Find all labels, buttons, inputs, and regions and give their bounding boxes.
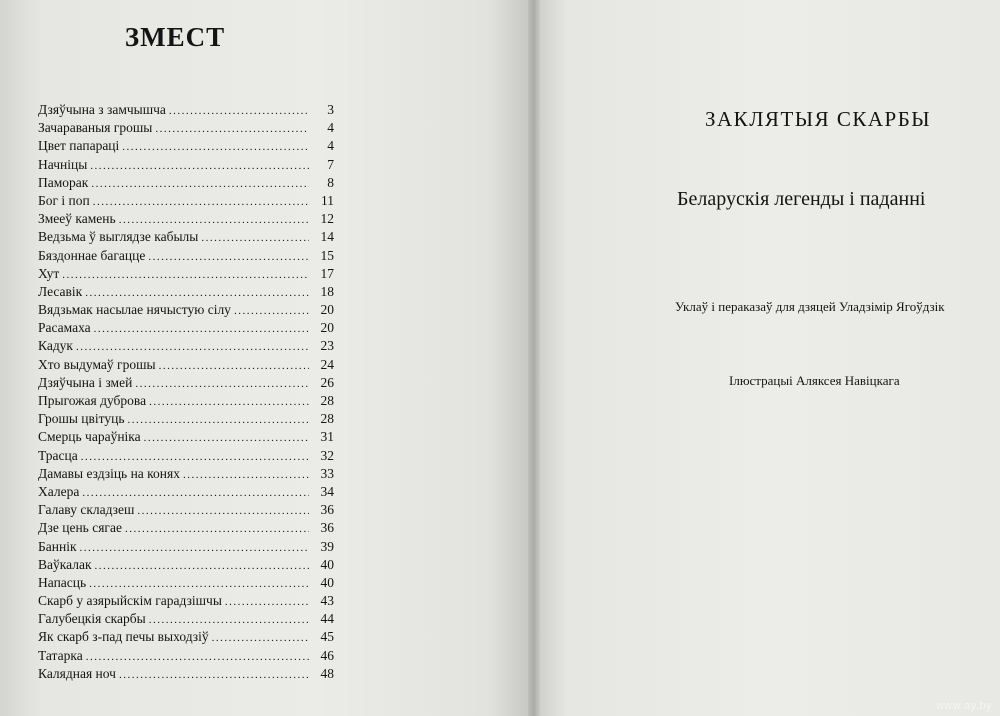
contents-entry-title: Прыгожая дуброва xyxy=(38,393,147,408)
contents-entry xyxy=(38,629,334,647)
watermark: www.ay.by xyxy=(935,700,992,712)
contents-entry-title: Смерць чараўніка xyxy=(38,429,141,445)
dot-leader xyxy=(122,141,309,153)
dot-leader xyxy=(155,123,309,135)
dot-leader xyxy=(234,305,309,317)
contents-entry xyxy=(38,229,334,247)
contents-entry xyxy=(38,102,334,120)
contents-entry xyxy=(38,248,334,266)
contents-entry-page: 11 xyxy=(321,192,334,208)
contents-entry-page: 12 xyxy=(320,211,334,227)
dot-leader xyxy=(91,178,309,190)
contents-entry-page: 44 xyxy=(320,611,334,627)
contents-entry xyxy=(38,211,334,229)
dot-leader xyxy=(82,487,309,499)
contents-entry-page: 33 xyxy=(320,465,334,481)
contents-entry xyxy=(38,284,334,302)
contents-entry xyxy=(38,193,334,211)
contents-entry-title: Галаву складзеш xyxy=(38,502,135,518)
dot-leader xyxy=(135,378,309,390)
contents-entry-page: 8 xyxy=(327,174,334,190)
contents-entry-page: 48 xyxy=(320,665,334,681)
contents-entry xyxy=(38,648,334,666)
contents-entry-title: Расамаха xyxy=(38,320,91,336)
contents-entry-title: Змееў камень xyxy=(38,211,116,227)
contents-entry-title: Ведзьма ў выглядзе кабылы xyxy=(38,229,199,245)
dot-leader xyxy=(119,669,309,681)
contents-entry-page: 20 xyxy=(320,302,334,318)
contents-entry-title: Галубецкія скарбы xyxy=(38,611,146,627)
dot-leader xyxy=(144,432,309,444)
contents-entry-page: 18 xyxy=(320,283,334,299)
contents-entry-page: 24 xyxy=(320,356,334,372)
contents-entry xyxy=(38,520,334,538)
dot-leader xyxy=(89,578,309,590)
illustrator-credit: Ілюстрацыі Аляксея Навіцкага xyxy=(729,373,900,388)
contents-entry-title: Трасца xyxy=(38,447,78,463)
contents-entry-title: Напасць xyxy=(38,574,87,590)
contents-entry-page: 4 xyxy=(327,120,334,136)
contents-entry-page: 14 xyxy=(320,229,334,245)
contents-entry-page: 17 xyxy=(320,265,334,281)
contents-entry xyxy=(38,411,334,429)
contents-title: ЗМЕСТ xyxy=(124,22,226,52)
contents-entry-title: Дзяўчына і змей xyxy=(38,374,133,390)
contents-entry xyxy=(38,539,334,557)
contents-entry-title: Калядная ноч xyxy=(38,665,116,681)
contents-entry-title: Ваўкалак xyxy=(38,556,92,572)
book-subtitle: Беларускія легенды і паданні xyxy=(677,188,926,210)
contents-entry xyxy=(38,484,334,502)
contents-entry-page: 43 xyxy=(320,593,334,609)
contents-entry xyxy=(38,611,334,629)
contents-entry-page: 39 xyxy=(320,538,334,554)
contents-entry-title: Бог і поп xyxy=(38,192,90,208)
contents-entry-page: 28 xyxy=(320,393,334,408)
dot-leader xyxy=(62,269,309,281)
contents-entry xyxy=(38,575,334,593)
contents-entry-page: 3 xyxy=(327,102,334,117)
contents-entry-page: 4 xyxy=(327,138,334,154)
contents-entry-title: Кадук xyxy=(38,338,73,354)
contents-entry xyxy=(38,357,334,375)
contents-entry-page: 45 xyxy=(320,629,334,645)
dot-leader xyxy=(137,505,309,517)
contents-entry-title: Лесавік xyxy=(38,283,83,299)
dot-leader xyxy=(225,596,309,608)
contents-entry-page: 36 xyxy=(320,502,334,518)
contents-entry-title: Як скарб з-пад печы выходзіў xyxy=(38,629,209,645)
dot-leader xyxy=(94,323,309,335)
contents-entry-title: Халера xyxy=(38,483,80,499)
contents-entry-page: 32 xyxy=(320,447,334,463)
contents-entry xyxy=(38,593,334,611)
contents-entry xyxy=(38,466,334,484)
contents-entry xyxy=(38,429,334,447)
contents-entry xyxy=(38,266,334,284)
contents-entry-title: Хут xyxy=(38,265,60,281)
contents-entry-title: Татарка xyxy=(38,647,83,663)
contents-entry-page: 20 xyxy=(320,320,334,336)
contents-entry xyxy=(38,338,334,356)
contents-entry-title: Цвет папараці xyxy=(38,138,120,154)
dot-leader xyxy=(90,160,309,172)
dot-leader xyxy=(212,632,309,644)
contents-entry xyxy=(38,175,334,193)
contents-entry xyxy=(38,138,334,156)
contents-entry-title: Скарб у азярыйскім гарадзішчы xyxy=(38,593,222,609)
contents-entry xyxy=(38,393,334,411)
contents-entry xyxy=(38,666,334,684)
contents-entry xyxy=(38,448,334,466)
contents-entry-title: Начніцы xyxy=(38,156,88,172)
dot-leader xyxy=(169,105,309,117)
contents-entry-title: Паморак xyxy=(38,174,89,190)
dot-leader xyxy=(86,651,309,663)
contents-entry-title: Дзе цень сягае xyxy=(38,520,122,536)
dot-leader xyxy=(159,360,309,372)
contents-entry-page: 40 xyxy=(320,556,334,572)
contents-entry-page: 31 xyxy=(320,429,334,445)
contents-entry-title: Грошы цвітуць xyxy=(38,411,125,427)
dot-leader xyxy=(149,614,309,626)
contents-entry-page: 28 xyxy=(320,411,334,427)
dot-leader xyxy=(201,232,309,244)
contents-entry-title: Бяздоннае багацце xyxy=(38,247,146,263)
contents-entry-title: Зачараваныя грошы xyxy=(38,120,153,136)
contents-entry-page: 40 xyxy=(320,574,334,590)
dot-leader xyxy=(128,414,310,426)
dot-leader xyxy=(95,560,310,572)
contents-entry-page: 23 xyxy=(320,338,334,354)
contents-entry-page: 26 xyxy=(320,374,334,390)
contents-entry xyxy=(38,320,334,338)
compiler-credit: Уклаў і пераказаў для дзяцей Уладзімір Ягоўдзік xyxy=(675,299,945,314)
contents-entry xyxy=(38,302,334,320)
contents-entry-title: Баннік xyxy=(38,538,77,554)
dot-leader xyxy=(119,214,309,226)
contents-entry-page: 15 xyxy=(320,247,334,263)
contents-entry xyxy=(38,557,334,575)
title-page xyxy=(540,0,1000,716)
contents-entry xyxy=(38,157,334,175)
dot-leader xyxy=(148,251,309,263)
contents-entry-title: Вядзьмак насылае нячыстую сілу xyxy=(38,302,231,318)
contents-entry-page: 34 xyxy=(320,483,334,499)
dot-leader xyxy=(93,196,309,208)
contents-entry-page: 7 xyxy=(327,156,334,172)
contents-entry xyxy=(38,120,334,138)
dot-leader xyxy=(81,451,309,463)
contents-entry-title: Дамавы ездзіць на конях xyxy=(38,465,180,481)
dot-leader xyxy=(149,396,309,408)
dot-leader xyxy=(76,341,309,353)
contents-list xyxy=(38,102,334,684)
contents-entry-title: Дзяўчына з замчышча xyxy=(38,102,166,117)
book-title: ЗАКЛЯТЫЯ СКАРБЫ xyxy=(705,107,932,131)
contents-entry-title: Хто выдумаў грошы xyxy=(38,356,156,372)
dot-leader xyxy=(80,542,309,554)
contents-entry xyxy=(38,375,334,393)
dot-leader xyxy=(183,469,309,481)
contents-entry-page: 46 xyxy=(320,647,334,663)
dot-leader xyxy=(85,287,309,299)
dot-leader xyxy=(125,523,309,535)
contents-entry-page: 36 xyxy=(320,520,334,536)
contents-entry xyxy=(38,502,334,520)
